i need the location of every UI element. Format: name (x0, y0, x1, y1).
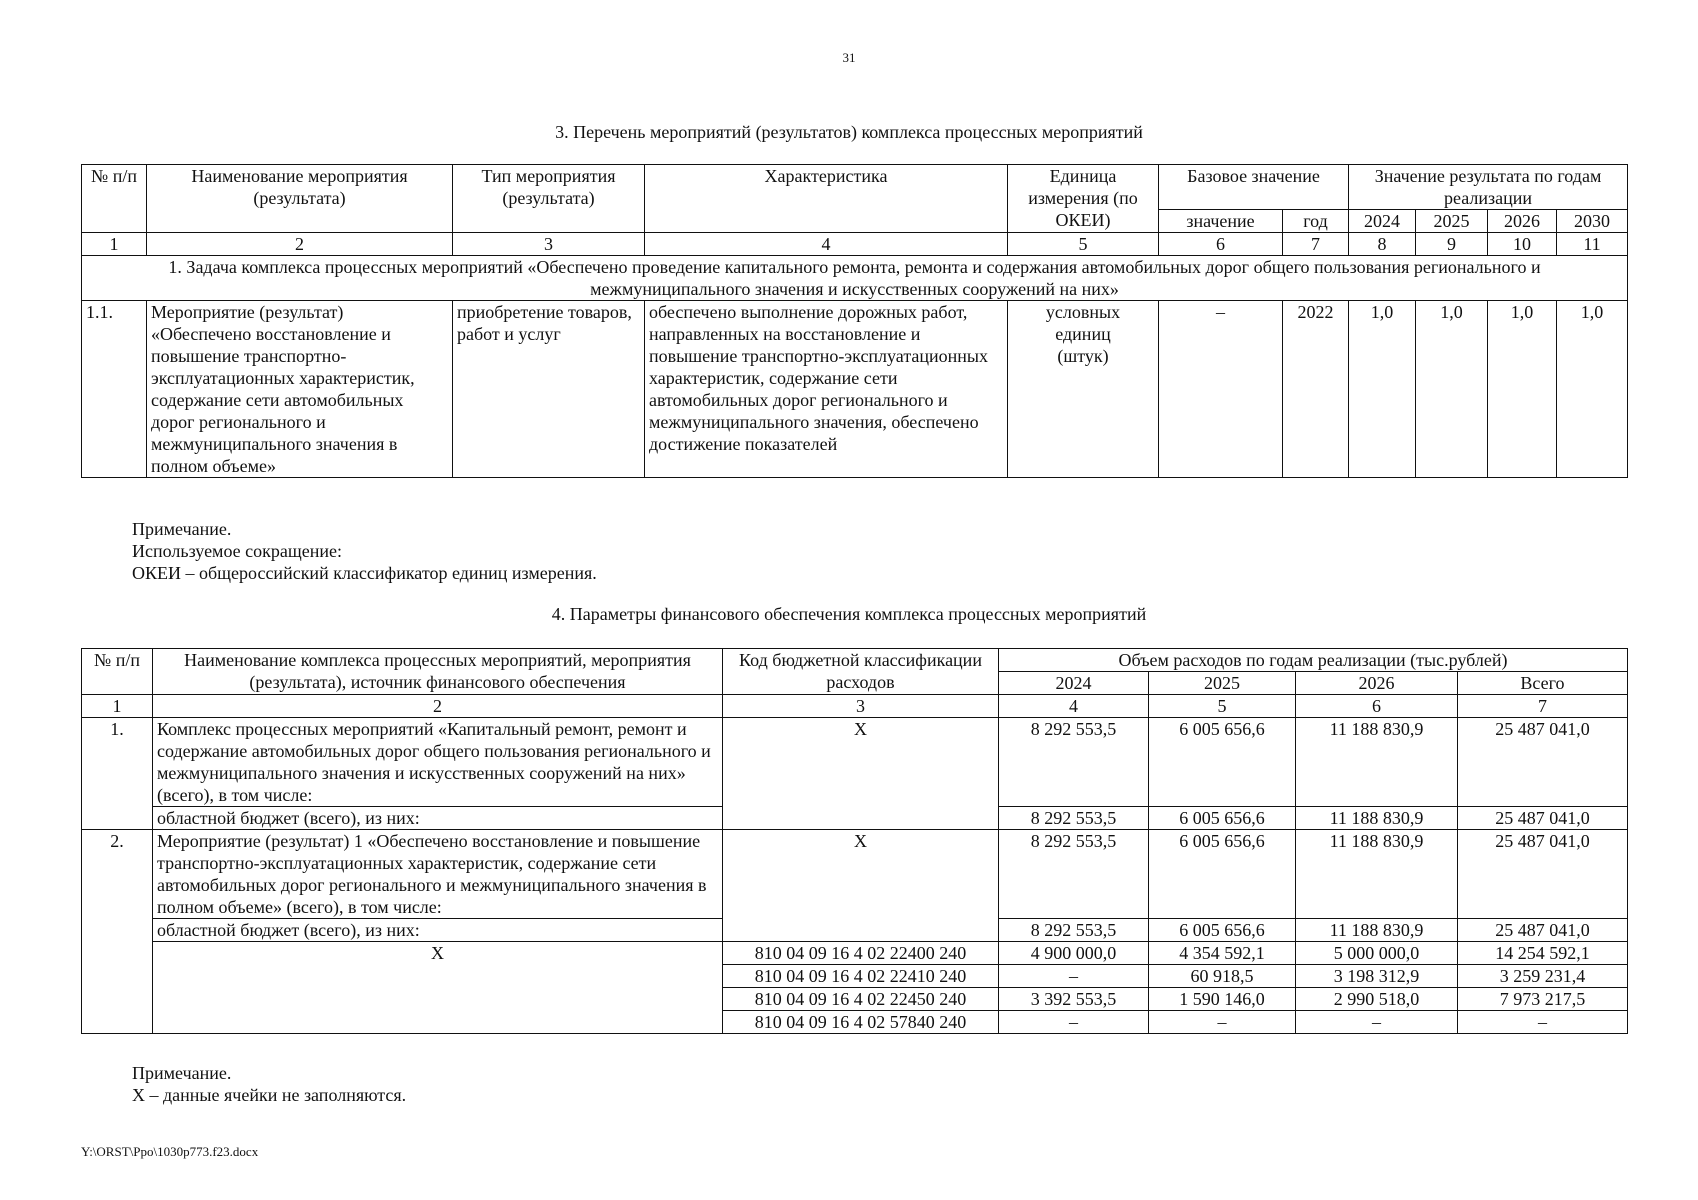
section-4-notes (132, 1062, 406, 1106)
detail-2026: 3 198 312,9 (1296, 965, 1458, 988)
row-unit: условных единиц (штук) (1008, 301, 1159, 478)
note-line: ОКЕИ – общероссийский классификатор единиц измерения. (132, 563, 597, 583)
detail-2026: 5 000 000,0 (1296, 942, 1458, 965)
section-3-notes (132, 518, 597, 584)
detail-kbk: 810 04 09 16 4 02 22450 240 (723, 988, 999, 1011)
detail-2024: – (999, 965, 1149, 988)
row-2025: 6 005 656,6 (1149, 718, 1296, 807)
row-num: 1. (82, 718, 153, 830)
col-number: 8 (1349, 233, 1416, 256)
subrow-total: 25 487 041,0 (1458, 807, 1628, 830)
page-number: 31 (842, 50, 856, 65)
col-number: 7 (1283, 233, 1349, 256)
col-number: 6 (1296, 695, 1458, 718)
row-kbk: X (723, 718, 999, 830)
header-name: Наименование мероприятия (результата) (147, 165, 453, 233)
detail-2025: 4 354 592,1 (1149, 942, 1296, 965)
detail-2024: 3 392 553,5 (999, 988, 1149, 1011)
row-total: 25 487 041,0 (1458, 830, 1628, 919)
col-number: 1 (82, 695, 153, 718)
header-2024: 2024 (999, 672, 1149, 695)
col-number: 2 (147, 233, 453, 256)
section-3-title: 3. Перечень мероприятий (результатов) комплекса процессных мероприятий (555, 122, 1143, 142)
subrow-2025: 6 005 656,6 (1149, 807, 1296, 830)
detail-total: 3 259 231,4 (1458, 965, 1628, 988)
header-volume: Объем расходов по годам реализации (тыс.рублей) (999, 649, 1628, 672)
detail-2024: 4 900 000,0 (999, 942, 1149, 965)
detail-2026: 2 990 518,0 (1296, 988, 1458, 1011)
row-type: приобретение товаров, работ и услуг (453, 301, 645, 478)
subrow-2024: 8 292 553,5 (999, 807, 1149, 830)
row-2024: 8 292 553,5 (999, 830, 1149, 919)
row-name: Комплекс процессных мероприятий «Капитальный ремонт, ремонт и содержание автомобильных дорог общего пользования регионального и межмуниципального значения и искусственных сооружений на них» (всего), в том числе: (153, 718, 723, 807)
header-result: Значение результата по годам реализации (1349, 165, 1628, 210)
row-value-2025: 1,0 (1416, 301, 1488, 478)
finance-table (81, 648, 1628, 1034)
row-2026: 11 188 830,9 (1296, 830, 1458, 919)
header-2025: 2025 (1149, 672, 1296, 695)
row-value-2026: 1,0 (1488, 301, 1557, 478)
row-name: Мероприятие (результат) «Обеспечено восстановление и повышение транспортно-эксплуатационных характеристик, содержание сети автомобильных дорог регионального и межмуниципального значения в полном объеме» (147, 301, 453, 478)
detail-total: 14 254 592,1 (1458, 942, 1628, 965)
task-row: 1. Задача комплекса процессных мероприятий «Обеспечено проведение капитального ремонта, ремонта и содержания автомобильных дорог общего пользования регионального и межмуниципального значения и искусственных сооружений на них» (82, 256, 1628, 301)
detail-kbk: 810 04 09 16 4 02 22400 240 (723, 942, 999, 965)
header-year-2025: 2025 (1416, 210, 1488, 233)
measures-table (81, 164, 1628, 478)
subrow-name: областной бюджет (всего), из них: (153, 807, 723, 830)
detail-total: 7 973 217,5 (1458, 988, 1628, 1011)
header-year-2030: 2030 (1557, 210, 1628, 233)
subrow-2025: 6 005 656,6 (1149, 919, 1296, 942)
row-base-year: 2022 (1283, 301, 1349, 478)
note-line: Используемое сокращение: (132, 541, 342, 561)
detail-kbk: 810 04 09 16 4 02 22410 240 (723, 965, 999, 988)
row-total: 25 487 041,0 (1458, 718, 1628, 807)
detail-x: X (153, 942, 723, 1034)
header-type: Тип мероприятия (результата) (453, 165, 645, 233)
col-number: 1 (82, 233, 147, 256)
col-number: 4 (999, 695, 1149, 718)
col-number: 11 (1557, 233, 1628, 256)
detail-2024: – (999, 1011, 1149, 1034)
row-base-value: – (1159, 301, 1283, 478)
row-kbk: X (723, 830, 999, 942)
col-number: 3 (453, 233, 645, 256)
footer-file-path: Y:\ORST\Ppo\1030p773.f23.docx (81, 1144, 259, 1159)
header-unit: Единица измерения (по ОКЕИ) (1008, 165, 1159, 233)
row-value-2030: 1,0 (1557, 301, 1628, 478)
col-number: 4 (645, 233, 1008, 256)
detail-2025: 60 918,5 (1149, 965, 1296, 988)
header-2026: 2026 (1296, 672, 1458, 695)
detail-kbk: 810 04 09 16 4 02 57840 240 (723, 1011, 999, 1034)
col-number: 9 (1416, 233, 1488, 256)
header-num: № п/п (82, 649, 153, 695)
row-characteristic: обеспечено выполнение дорожных работ, направленных на восстановление и повышение транспортно-эксплуатационных характеристик, содержание сети автомобильных дорог регионального и межмуниципального значения, обеспечено достижение показателей (645, 301, 1008, 478)
header-year-2026: 2026 (1488, 210, 1557, 233)
col-number: 10 (1488, 233, 1557, 256)
subrow-2026: 11 188 830,9 (1296, 807, 1458, 830)
col-number: 6 (1159, 233, 1283, 256)
detail-2025: – (1149, 1011, 1296, 1034)
subrow-2024: 8 292 553,5 (999, 919, 1149, 942)
col-number: 7 (1458, 695, 1628, 718)
header-base-year: год (1283, 210, 1349, 233)
note-line: X – данные ячейки не заполняются. (132, 1085, 407, 1105)
detail-total: – (1458, 1011, 1628, 1034)
row-name: Мероприятие (результат) 1 «Обеспечено восстановление и повышение транспортно-эксплуатационных характеристик, содержание сети автомобильных дорог регионального и межмуниципального значения в полном объеме» (всего), в том числе: (153, 830, 723, 919)
subrow-total: 25 487 041,0 (1458, 919, 1628, 942)
header-kbk: Код бюджетной классификации расходов (723, 649, 999, 695)
header-base-value: значение (1159, 210, 1283, 233)
subrow-name: областной бюджет (всего), из них: (153, 919, 723, 942)
header-base: Базовое значение (1159, 165, 1349, 210)
header-name: Наименование комплекса процессных мероприятий, мероприятия (результата), источник финансового обеспечения (153, 649, 723, 695)
detail-2026: – (1296, 1011, 1458, 1034)
col-number: 3 (723, 695, 999, 718)
header-characteristic: Характеристика (645, 165, 1008, 233)
row-num: 1.1. (82, 301, 147, 478)
note-title: Примечание. (132, 519, 232, 539)
col-number: 2 (153, 695, 723, 718)
header-total: Всего (1458, 672, 1628, 695)
row-2024: 8 292 553,5 (999, 718, 1149, 807)
row-2025: 6 005 656,6 (1149, 830, 1296, 919)
subrow-2026: 11 188 830,9 (1296, 919, 1458, 942)
row-num: 2. (82, 830, 153, 1034)
row-2026: 11 188 830,9 (1296, 718, 1458, 807)
section-4-title: 4. Параметры финансового обеспечения комплекса процессных мероприятий (551, 604, 1147, 624)
row-value-2024: 1,0 (1349, 301, 1416, 478)
col-number: 5 (1008, 233, 1159, 256)
col-number: 5 (1149, 695, 1296, 718)
detail-2025: 1 590 146,0 (1149, 988, 1296, 1011)
header-num: № п/п (82, 165, 147, 233)
note-title: Примечание. (132, 1063, 232, 1083)
header-year-2024: 2024 (1349, 210, 1416, 233)
